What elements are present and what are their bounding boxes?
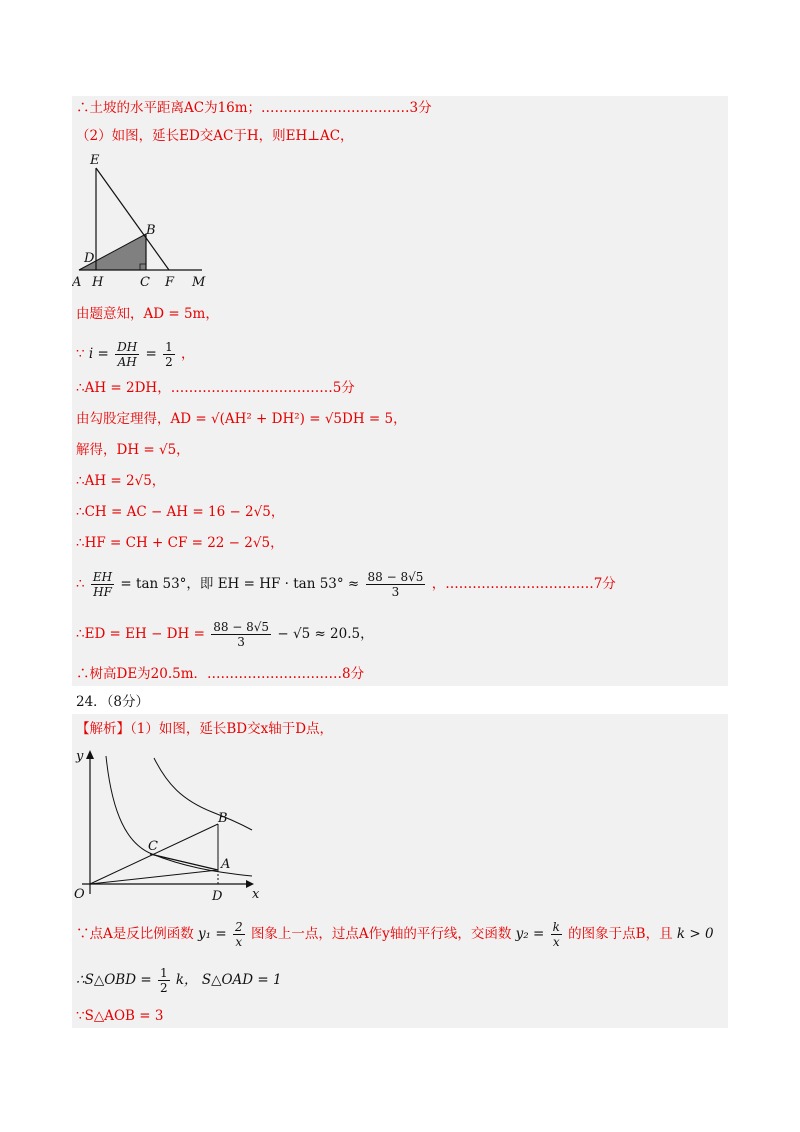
label-y: y <box>76 749 84 764</box>
label-x: x <box>252 887 260 902</box>
label-A: A <box>72 275 82 290</box>
segment-CA <box>150 854 218 870</box>
figure-triangle <box>72 150 222 292</box>
line-16: ∵点A是反比例函数 y₁ = $\frac{2}{x}$ 图象上一点，过点A作y轴的平行线，交函数 y₂ = $\frac{k}{x}$ 的图象于点B，且 k > 0 <box>76 920 714 949</box>
figure-hyperbola <box>72 744 272 906</box>
segment-OA <box>90 870 218 884</box>
label-H: H <box>92 275 104 290</box>
label-E: E <box>90 153 100 168</box>
line-12: ∴ED = EH − DH = $\frac{88 - 8√5}{3}$ − √5 ≈ 20.5， <box>76 620 374 649</box>
line-7: 解得，DH = √5， <box>76 442 190 458</box>
label-D: D <box>212 889 223 904</box>
label-O: O <box>74 887 85 902</box>
label-A: A <box>221 857 231 872</box>
line-11: ∴ $\frac{EH}{HF}$ = tan 53°，即 EH = HF · tan 53° ≈ $\frac{88 - 8√5}{3}$ ，……………………………7分 <box>76 570 616 599</box>
label-B: B <box>146 223 156 238</box>
line-13: ∴树高DE为20.5m．…………………………8分 <box>76 666 365 682</box>
line-17: ∴S△OBD = $\frac{1}{2}$ k， S△OAD = 1 <box>76 966 282 995</box>
line-10: ∴HF = CH + CF = 22 − 2√5， <box>76 535 284 551</box>
segment-OB <box>90 824 218 884</box>
label-D: D <box>84 251 95 266</box>
line-9: ∴CH = AC − AH = 16 − 2√5， <box>76 504 285 520</box>
line-4: ∵ i = $\frac{DH}{AH}$ = $\frac{1}{2}$ ， <box>76 340 195 369</box>
question-24-header: 24．（8分） <box>76 694 150 710</box>
label-M: M <box>192 275 206 290</box>
line-1: ∴土坡的水平距离AC为16m；……………………………3分 <box>76 100 432 116</box>
label-B: B <box>218 811 228 826</box>
label-F: F <box>165 275 175 290</box>
line-8: ∴AH = 2√5， <box>76 473 166 489</box>
label-C: C <box>140 275 150 290</box>
line-15: 【解析】（1）如图，延长BD交x轴于D点， <box>76 721 334 737</box>
line-6: 由勾股定理得，AD = √(AH² + DH²) = √5DH = 5， <box>76 411 407 427</box>
line-2: （2）如图，延长ED交AC于H，则EH⊥AC， <box>76 128 354 144</box>
line-3: 由题意知，AD = 5m， <box>76 306 219 322</box>
line-5: ∴AH = 2DH，………………………………5分 <box>76 380 355 396</box>
label-C: C <box>148 839 158 854</box>
line-18: ∵S△AOB = 3 <box>76 1008 164 1024</box>
curve-y2 <box>154 758 252 830</box>
y-axis-arrow <box>86 750 94 759</box>
